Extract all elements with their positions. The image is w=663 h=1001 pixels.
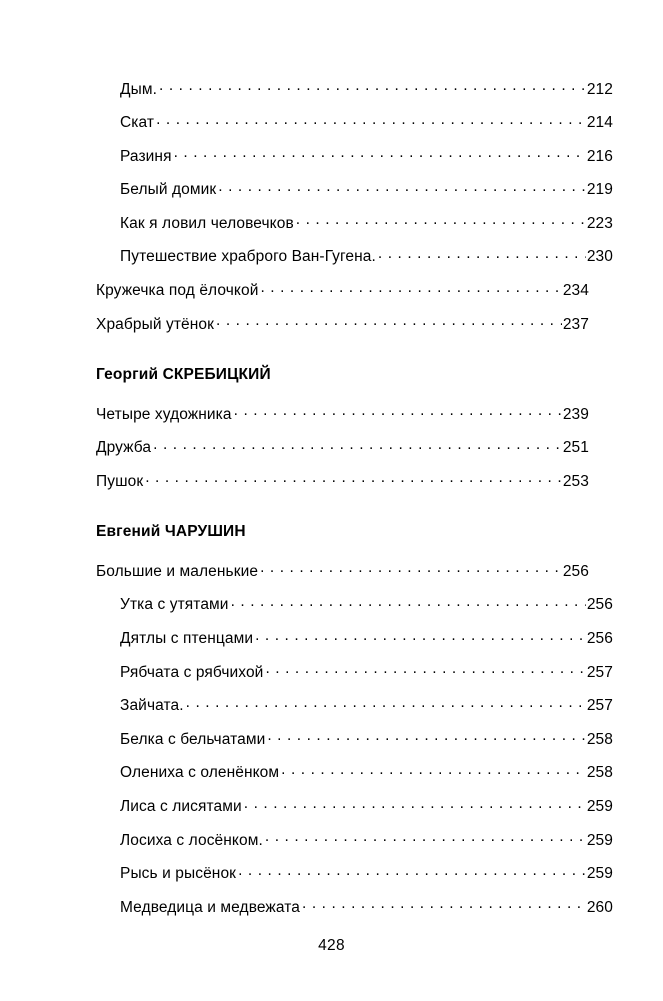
toc-entry-title: Дым. xyxy=(120,80,158,98)
toc-entry-title: Медведица и медвежата xyxy=(120,898,301,916)
toc-entry[interactable] xyxy=(96,470,589,489)
toc-entry-title: Дятлы с птенцами xyxy=(120,630,254,648)
toc-leader-dots xyxy=(302,896,586,912)
toc-entry[interactable] xyxy=(96,246,613,265)
toc-entry-page: 256 xyxy=(586,596,613,614)
toc-entry-page: 257 xyxy=(586,663,613,681)
toc-leader-dots xyxy=(159,78,586,94)
toc-entry-page: 259 xyxy=(586,798,613,815)
toc-leader-dots xyxy=(265,661,585,677)
toc-entry[interactable] xyxy=(96,762,613,781)
toc-entry-page: 259 xyxy=(586,865,613,883)
toc-leader-dots xyxy=(234,403,562,419)
toc-leader-dots xyxy=(260,560,562,576)
toc-leader-dots xyxy=(238,863,586,879)
toc-entry[interactable] xyxy=(96,78,613,97)
toc-entry[interactable] xyxy=(96,863,613,882)
toc-entry-page: 219 xyxy=(586,181,613,199)
toc-entry-title: Путешествие храброго Ван-Гугена. xyxy=(120,248,376,266)
toc-entry[interactable] xyxy=(96,212,613,231)
toc-entry-title: Рябчата с рябчихой xyxy=(120,663,264,681)
toc-entry-page: 258 xyxy=(586,764,613,782)
toc-leader-dots xyxy=(218,179,586,195)
toc-leader-dots xyxy=(145,470,562,486)
toc-entry[interactable] xyxy=(96,728,613,747)
toc-entry-page: 230 xyxy=(586,248,613,266)
toc-leader-dots xyxy=(156,112,586,128)
toc-entry[interactable] xyxy=(96,661,613,680)
toc-leader-dots xyxy=(281,762,586,778)
toc-entry-title: Большие и маленькие xyxy=(96,562,259,580)
section-heading: Евгений ЧАРУШИН xyxy=(96,523,246,541)
toc-entry-title: Скат xyxy=(120,114,155,132)
toc-entry[interactable] xyxy=(96,594,613,613)
toc-leader-dots xyxy=(174,145,586,161)
toc-entry-page: 237 xyxy=(562,315,589,333)
section-heading: Георгий СКРЕБИЦКИЙ xyxy=(96,366,271,384)
toc-entry-page: 253 xyxy=(562,472,589,490)
toc-entry[interactable] xyxy=(96,628,613,647)
toc-entry-title: Олениха с оленёнком xyxy=(120,764,280,782)
toc-entry-title: Четыре художника xyxy=(96,405,232,423)
toc-leader-dots xyxy=(244,796,586,812)
toc-entry-title: Лиса с лисятами xyxy=(120,798,242,815)
toc-leader-dots xyxy=(255,628,586,644)
toc-entry-title: Лосиха с лосёнком. xyxy=(120,831,263,849)
page-number: 428 xyxy=(318,937,345,954)
toc-entry-page: 214 xyxy=(586,114,613,132)
toc-entry[interactable] xyxy=(96,796,613,815)
toc-entry-title: Белый домик xyxy=(120,181,217,199)
toc-entry[interactable] xyxy=(96,112,613,131)
toc-entry-title: Белка с бельчатами xyxy=(120,730,266,748)
toc-entry-title: Дружба xyxy=(96,439,152,457)
table-of-contents xyxy=(96,78,613,916)
toc-entry-title: Разиня xyxy=(120,147,172,165)
toc-entry-page: 251 xyxy=(562,439,589,457)
toc-entry-page: 216 xyxy=(586,147,613,165)
toc-leader-dots xyxy=(153,437,562,453)
toc-entry[interactable] xyxy=(96,313,589,332)
toc-entry-page: 257 xyxy=(586,697,613,715)
toc-entry[interactable] xyxy=(96,280,589,299)
toc-leader-dots xyxy=(296,212,586,228)
toc-entry-page: 223 xyxy=(586,214,613,232)
toc-entry-page: 258 xyxy=(586,730,613,748)
toc-entry[interactable] xyxy=(96,437,589,456)
toc-entry[interactable] xyxy=(96,145,613,164)
toc-entry-page: 234 xyxy=(562,282,589,300)
toc-entry-page: 212 xyxy=(586,80,613,98)
toc-leader-dots xyxy=(260,280,561,296)
toc-entry-title: Зайчата. xyxy=(120,697,184,715)
toc-entry-title: Пушок xyxy=(96,472,144,490)
toc-entry-title: Храбрый утёнок xyxy=(96,315,215,333)
toc-entry-title: Как я ловил человечков xyxy=(120,214,294,232)
toc-entry-title: Рысь и рысёнок xyxy=(120,865,237,883)
toc-leader-dots xyxy=(216,313,562,329)
toc-entry-page: 259 xyxy=(586,831,613,849)
toc-leader-dots xyxy=(231,594,586,610)
toc-entry-page: 260 xyxy=(586,898,613,916)
toc-leader-dots xyxy=(186,695,586,711)
toc-entry[interactable] xyxy=(96,179,613,198)
toc-leader-dots xyxy=(267,728,585,744)
toc-entry-page: 256 xyxy=(562,562,589,580)
toc-leader-dots xyxy=(378,246,586,262)
toc-entry-page: 239 xyxy=(562,405,589,423)
toc-leader-dots xyxy=(265,829,586,845)
toc-entry[interactable] xyxy=(96,829,613,848)
toc-entry-page: 256 xyxy=(586,630,613,648)
toc-entry[interactable] xyxy=(96,560,589,579)
toc-entry[interactable] xyxy=(96,403,589,422)
toc-entry[interactable] xyxy=(96,896,613,915)
toc-entry-title: Кружечка под ёлочкой xyxy=(96,282,259,300)
toc-entry[interactable] xyxy=(96,695,613,714)
toc-entry-title: Утка с утятами xyxy=(120,596,229,614)
